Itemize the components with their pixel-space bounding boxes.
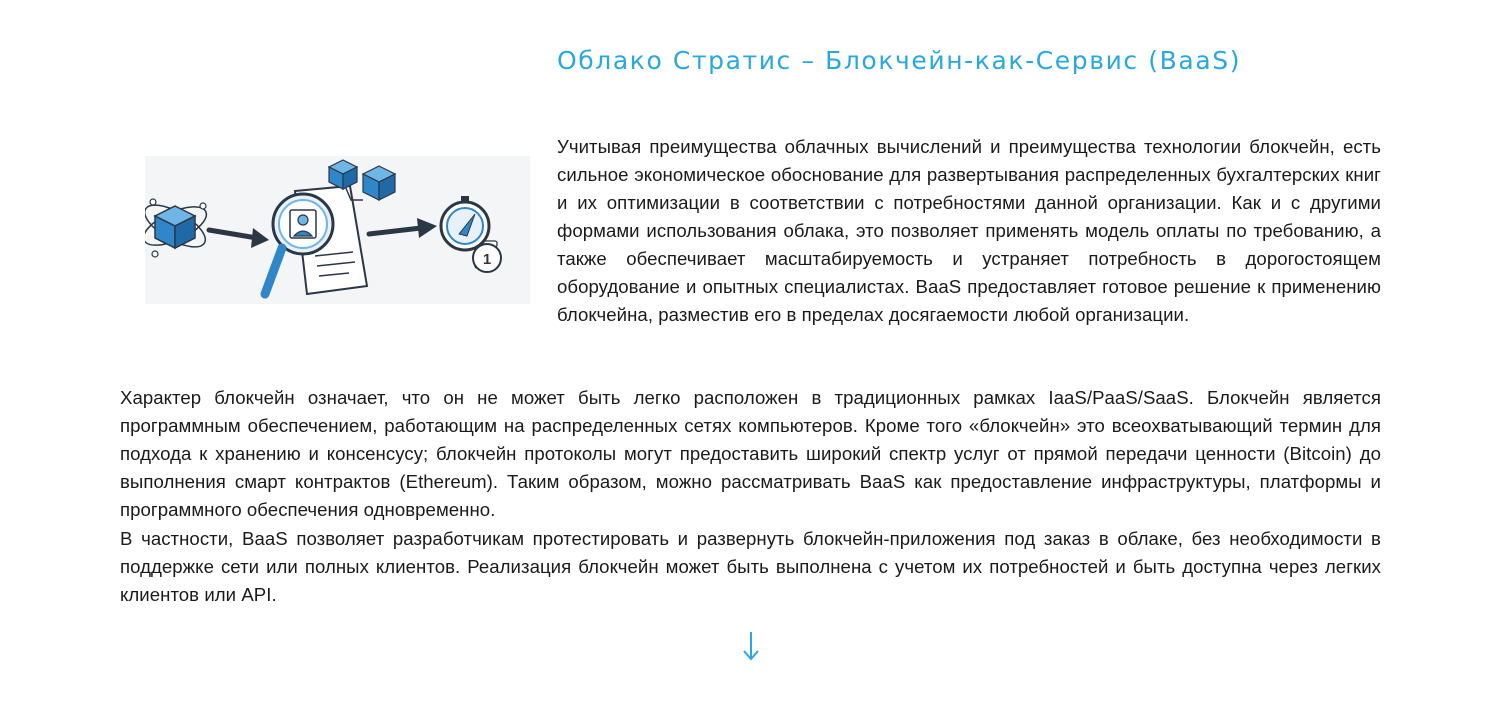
page-title: Облако Стратис – Блокчейн-как-Сервис (BaaS)	[557, 46, 1242, 75]
cube-icon	[145, 197, 212, 257]
body-paragraph: Характер блокчейн означает, что он не может быть легко расположен в традиционных рамках IaaS/PaaS/SaaS. Блокчейн является программным обеспечением, работающим на распределенных сетях компьютеров. Кроме того «блокчейн» это всеохватывающий термин для подхода к хранению и консенсусу; блокчейн протоколы могут предоставить широкий спектр услуг от прямой передачи ценности (Bitcoin) до выполнения смарт контрактов (Ethereum). Таким образом, можно рассматривать BaaS как предоставление инфраструктуры, платформы и программного обеспечения одновременно.	[120, 387, 1381, 520]
magnifier-document-icon	[265, 186, 367, 294]
scroll-down-icon[interactable]	[736, 624, 766, 666]
badge-number: 1	[482, 251, 492, 268]
arrow-icon	[209, 228, 269, 248]
blockchain-illustration	[145, 156, 530, 304]
arrow-icon	[369, 218, 437, 238]
intro-paragraph: Учитывая преимущества облачных вычислений и преимущества технологии блокчейн, есть сильное экономическое обоснование для развертывания распределенных бухгалтерских книг и их оптимизации в соответствии с потребностями данной организации. Как и с другими формами использования облака, это позволяет применять модель оплаты по требованию, а также обеспечивает масштабируемость и устраняет потребность в дорогостоящем оборудование и опытных специалистах. BaaS предоставляет готовое решение к применению блокчейна, разместив его в пределах досягаемости любой организации.	[557, 136, 1381, 325]
clock-coins-icon	[441, 196, 501, 272]
body-paragraph: В частности, BaaS позволяет разработчикам протестировать и развернуть блокчейн-приложения под заказ в облаке, без необходимости в поддержке сети или полных клиентов. Реализация блокчейн может быть выполнена с учетом их потребностей и быть доступна через легких клиентов или API.	[120, 528, 1381, 605]
